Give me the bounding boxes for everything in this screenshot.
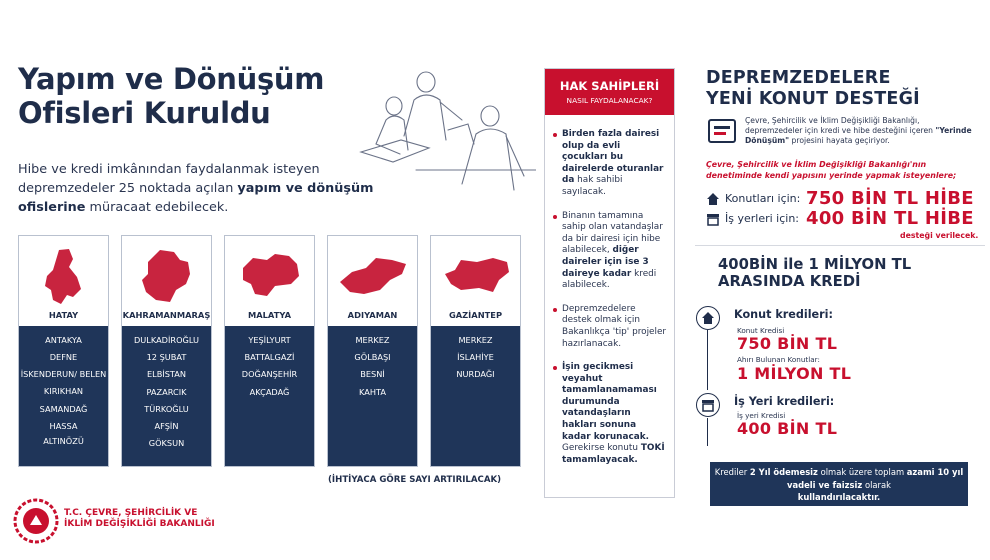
district-list <box>328 326 417 466</box>
district-item: DOĞANŞEHİR <box>241 369 298 380</box>
housing-credit-value: 750 BİN TL <box>737 334 838 353</box>
item-bold: İşin gecikmesi veyahut tamamlanamaması durumunda vatandaşların hakları sonuna kadar korunacak. <box>562 362 657 442</box>
district-list <box>122 326 211 466</box>
grant-label: İş yerleri için: <box>725 212 800 225</box>
district-item: BATTALGAZİ <box>244 352 295 363</box>
barn-credit-label: Ahırı Bulunan Konutlar: <box>737 355 820 364</box>
district-item: ANTAKYA <box>45 335 82 345</box>
district-item: ALTINÖZÜ <box>43 435 84 446</box>
item-bold: Birden fazla dairesi olup da evli çocukları bu dairelerde oturanlar da <box>562 129 664 186</box>
grant-value: 750 BİN TL HİBE <box>806 188 974 209</box>
district-item: TÜRKOĞLU <box>144 403 189 414</box>
district-item: DEFNE <box>49 352 78 363</box>
terms-text: olarak <box>862 479 891 490</box>
list-item <box>552 211 667 292</box>
item-bold: TOKİ <box>640 443 665 454</box>
house-circle-icon <box>696 306 720 330</box>
hatay-map-icon <box>27 246 102 306</box>
beneficiaries-list <box>545 115 674 466</box>
grant-note: desteği verilecek. <box>900 231 979 240</box>
district-list <box>19 326 108 466</box>
house-icon <box>701 311 715 325</box>
district-item: NURDAĞI <box>456 369 495 380</box>
malatya-map-icon <box>233 246 308 306</box>
district-item: AKÇADAĞ <box>249 386 290 397</box>
ministry-line-1: T.C. ÇEVRE, ŞEHİRCİLİK VE <box>64 508 198 518</box>
barn-credit-value: 1 MİLYON TL <box>737 364 852 383</box>
intro-part-1: Hibe ve kredi imkânından faydalanmak isteyen depremzedeler 25 noktada açılan <box>18 162 320 196</box>
ministry-line-2: İKLİM DEĞİŞİKLİĞİ BAKANLIĞI <box>64 519 215 529</box>
document-icon <box>706 116 738 146</box>
kahramanmaras-map-icon <box>130 246 205 306</box>
beneficiaries-title: HAK SAHİPLERİ <box>559 79 660 93</box>
intro-bold: yapım ve dönüşüm ofislerine <box>18 181 374 215</box>
district-item: MERKEZ <box>355 335 390 345</box>
item-text: Gerekirse konutu <box>562 443 641 454</box>
district-item: YEŞİLYURT <box>248 335 291 345</box>
terms-bold: kullandırılacaktır. <box>797 492 881 502</box>
housing-credit-heading: Konut kredileri: <box>734 308 833 321</box>
city-card-gaziantep <box>430 235 521 467</box>
adiyaman-map-icon <box>336 246 411 306</box>
item-bold: diğer daireler için ise 3 daireye kadar <box>562 245 649 279</box>
district-item: GÖLBAŞI <box>354 352 391 363</box>
grant-row-workplace <box>706 208 980 232</box>
title-line-2: Ofisleri Kuruldu <box>18 96 271 130</box>
district-item: SAMANDAĞ <box>39 403 88 414</box>
district-item: MERKEZ <box>458 335 493 345</box>
list-item <box>552 129 667 199</box>
district-item: İSKENDERUN/ BELEN <box>20 369 107 380</box>
intro-text <box>18 160 418 217</box>
desc-text: projesini hayata geçiriyor. <box>789 136 890 146</box>
support-description <box>745 116 977 147</box>
shop-circle-icon <box>696 393 720 417</box>
terms-bold: 2 Yıl ödemesiz <box>749 467 818 477</box>
city-name: ADIYAMAN <box>347 310 398 320</box>
city-card-hatay <box>18 235 109 467</box>
support-title-line-1: DEPREMZEDELERE <box>706 68 891 88</box>
city-name: KAHRAMANMARAŞ <box>122 310 211 320</box>
item-text: Depremzedelere destek olmak için Bakanlıkça 'tip' projeler hazırlanacak. <box>562 303 667 349</box>
ministry-name <box>64 508 215 530</box>
divider <box>707 330 708 390</box>
beneficiaries-panel <box>544 68 675 498</box>
support-title <box>706 68 976 110</box>
capacity-note: (İHTİYACA GÖRE SAYI ARTIRILACAK) <box>328 475 502 485</box>
ministry-logo-icon <box>12 497 60 545</box>
city-name: MALATYA <box>247 310 292 320</box>
city-name: GAZİANTEP <box>448 310 503 320</box>
district-item: İSLAHİYE <box>457 352 494 363</box>
support-title-line-2: YENİ KONUT DESTEĞİ <box>706 89 920 109</box>
workplace-credit-label: İş yeri Kredisi <box>737 411 786 420</box>
district-list <box>225 326 314 466</box>
shop-icon <box>706 212 720 226</box>
city-card-adiyaman <box>327 235 418 467</box>
terms-text: olmak üzere toplam <box>817 467 907 477</box>
district-item: ELBİSTAN <box>146 369 187 380</box>
item-text: kredi alabilecek. <box>562 268 657 291</box>
district-item: BESNİ <box>360 369 385 380</box>
house-icon <box>706 192 720 206</box>
eligibility-text: Çevre, Şehircilik ve İklim Değişikliği Bakanlığı'nın denetiminde kendi yapısını yerinde yapmak isteyenlere; <box>706 160 957 180</box>
city-card-kahramanmaras <box>121 235 212 467</box>
district-item: HASSA <box>49 420 78 431</box>
district-item: GÖKSUN <box>148 438 185 449</box>
grant-label: Konutları için: <box>725 192 801 205</box>
item-text: Binanın tamamına sahip olan vatandaşlar da bir dairesi için hibe alabilecek, <box>562 210 663 256</box>
intro-part-2: müracaat edebilecek. <box>85 200 229 215</box>
credit-title-line-1: 400BİN ile 1 MİLYON TL <box>718 256 912 273</box>
desc-bold: "Yerinde Dönüşüm" <box>745 126 972 146</box>
page-title <box>18 62 388 130</box>
workplace-credit-value: 400 BİN TL <box>737 419 838 438</box>
terms-bold: azami 10 yıl vadeli ve faizsiz <box>787 467 964 490</box>
list-item <box>552 362 667 466</box>
list-item <box>552 304 667 350</box>
district-item: DULKADİROĞLU <box>133 335 200 345</box>
credit-title <box>718 256 980 290</box>
beneficiaries-subtitle: NASIL FAYDALANACAK? <box>566 96 653 105</box>
workplace-credit-heading: İş Yeri kredileri: <box>734 395 835 408</box>
beneficiaries-header <box>545 69 674 115</box>
gaziantep-map-icon <box>439 246 514 306</box>
item-text: hak sahibi sayılacak. <box>562 175 623 197</box>
desc-text: Çevre, Şehircilik ve İklim Değişikliği Bakanlığı, depremzedeler için kredi ve hibe desteğini içeren <box>745 116 936 136</box>
credit-title-line-2: ARASINDA KREDİ <box>718 273 861 290</box>
district-list <box>431 326 520 466</box>
city-name: HATAY <box>48 310 79 320</box>
district-item: KIRIKHAN <box>43 386 84 397</box>
district-item: KAHTA <box>359 386 386 397</box>
district-item: PAZARCIK <box>146 386 187 397</box>
district-item: 12 ŞUBAT <box>146 352 187 363</box>
grant-value: 400 BİN TL HİBE <box>806 208 974 229</box>
city-card-malatya <box>224 235 315 467</box>
housing-credit-label: Konut Kredisi <box>737 326 785 335</box>
item-bold: tamamlayacak. <box>562 454 638 465</box>
city-offices <box>18 235 523 467</box>
shop-icon <box>701 398 715 412</box>
credit-terms-box <box>710 462 968 506</box>
terms-text: Krediler <box>714 467 750 477</box>
divider <box>695 245 985 246</box>
divider <box>707 418 708 446</box>
title-line-1: Yapım ve Dönüşüm <box>18 62 325 96</box>
district-item: AFŞİN <box>154 421 179 432</box>
